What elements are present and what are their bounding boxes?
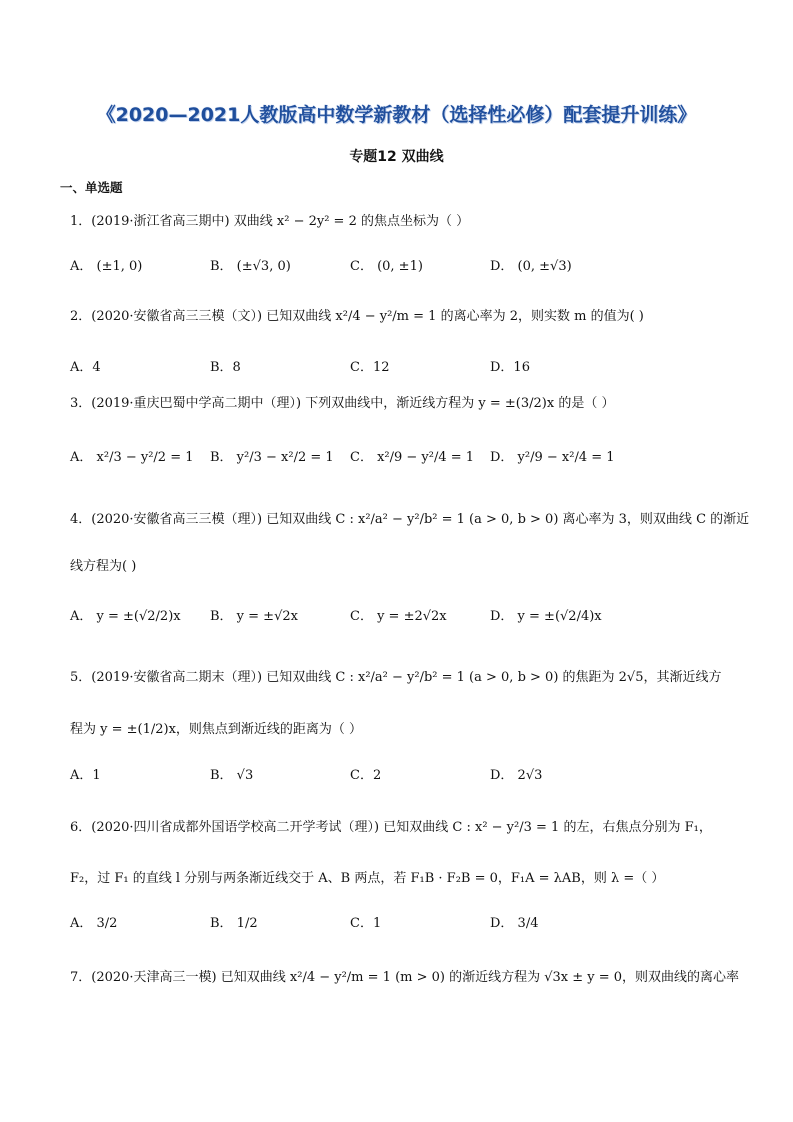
option-b: B．8: [210, 360, 241, 375]
option-d: D． y²/9 − x²/4 = 1: [490, 450, 615, 465]
option-b: B． √3: [210, 768, 254, 783]
option-b: B． y²/3 − x²/2 = 1: [210, 450, 334, 465]
options-row: [70, 764, 730, 788]
options-row: [70, 912, 730, 936]
option-b: B． y = ±√2x: [210, 609, 298, 624]
option-a: A．4: [70, 360, 101, 375]
section-heading: 一、单选题: [60, 180, 123, 195]
topic-subtitle: 专题12 双曲线: [349, 149, 444, 165]
options-row: [70, 605, 730, 629]
option-c: C．1: [350, 916, 382, 931]
option-a: A． 3/2: [70, 916, 118, 931]
options-row: [70, 255, 730, 279]
option-b: B． 1/2: [210, 916, 258, 931]
option-a: A． (±1, 0): [70, 259, 143, 274]
question-stem: 1．(2019·浙江省高三期中) 双曲线 x² − 2y² = 2 的焦点坐标为（ ）: [70, 214, 470, 229]
question-stem-continued: 线方程为( ): [70, 559, 137, 574]
option-c: C．12: [350, 360, 390, 375]
option-d: D． 3/4: [490, 916, 539, 931]
question-stem: 5．(2019·安徽省高二期末（理）) 已知双曲线 C : x²/a² − y²/b² = 1 (a > 0, b > 0) 的焦距为 2√5，其渐近线方: [70, 670, 722, 685]
document-title: 《2020—2021人教版高中数学新教材（选择性必修）配套提升训练》: [96, 104, 697, 126]
option-c: C． y = ±2√2x: [350, 609, 447, 624]
question-stem-continued: 程为 y = ±(1/2)x，则焦点到渐近线的距离为（ ）: [70, 722, 363, 737]
question-stem: 3．(2019·重庆巴蜀中学高二期中（理）) 下列双曲线中，渐近线方程为 y = ±(3/2)x 的是（ ）: [70, 396, 615, 411]
option-d: D． (0, ±√3): [490, 259, 572, 274]
option-c: C．2: [350, 768, 382, 783]
question-stem-continued: F₂，过 F₁ 的直线 l 分别与两条渐近线交于 A、B 两点，若 F₁B · F₂B = 0，F₁A = λAB，则 λ =（ ）: [70, 871, 665, 886]
options-row: [70, 446, 730, 470]
option-c: C． (0, ±1): [350, 259, 423, 274]
question-stem: 7．(2020·天津高三一模) 已知双曲线 x²/4 − y²/m = 1 (m > 0) 的渐近线方程为 √3x ± y = 0，则双曲线的离心率: [70, 970, 740, 985]
option-a: A．1: [70, 768, 101, 783]
option-b: B． (±√3, 0): [210, 259, 291, 274]
question-stem: 4．(2020·安徽省高三三模（理）) 已知双曲线 C : x²/a² − y²/b² = 1 (a > 0, b > 0) 离心率为 3，则双曲线 C 的渐近: [70, 512, 750, 527]
option-d: D． y = ±(√2/4)x: [490, 609, 602, 624]
option-a: A． y = ±(√2/2)x: [70, 609, 181, 624]
option-a: A． x²/3 − y²/2 = 1: [70, 450, 194, 465]
options-row: [70, 356, 730, 380]
option-d: D． 2√3: [490, 768, 543, 783]
option-d: D．16: [490, 360, 530, 375]
question-stem: 6．(2020·四川省成都外国语学校高二开学考试（理）) 已知双曲线 C : x² − y²/3 = 1 的左，右焦点分别为 F₁，: [70, 820, 712, 835]
option-c: C． x²/9 − y²/4 = 1: [350, 450, 475, 465]
question-stem: 2．(2020·安徽省高三三模（文）) 已知双曲线 x²/4 − y²/m = 1 的离心率为 2，则实数 m 的值为( ): [70, 309, 644, 324]
